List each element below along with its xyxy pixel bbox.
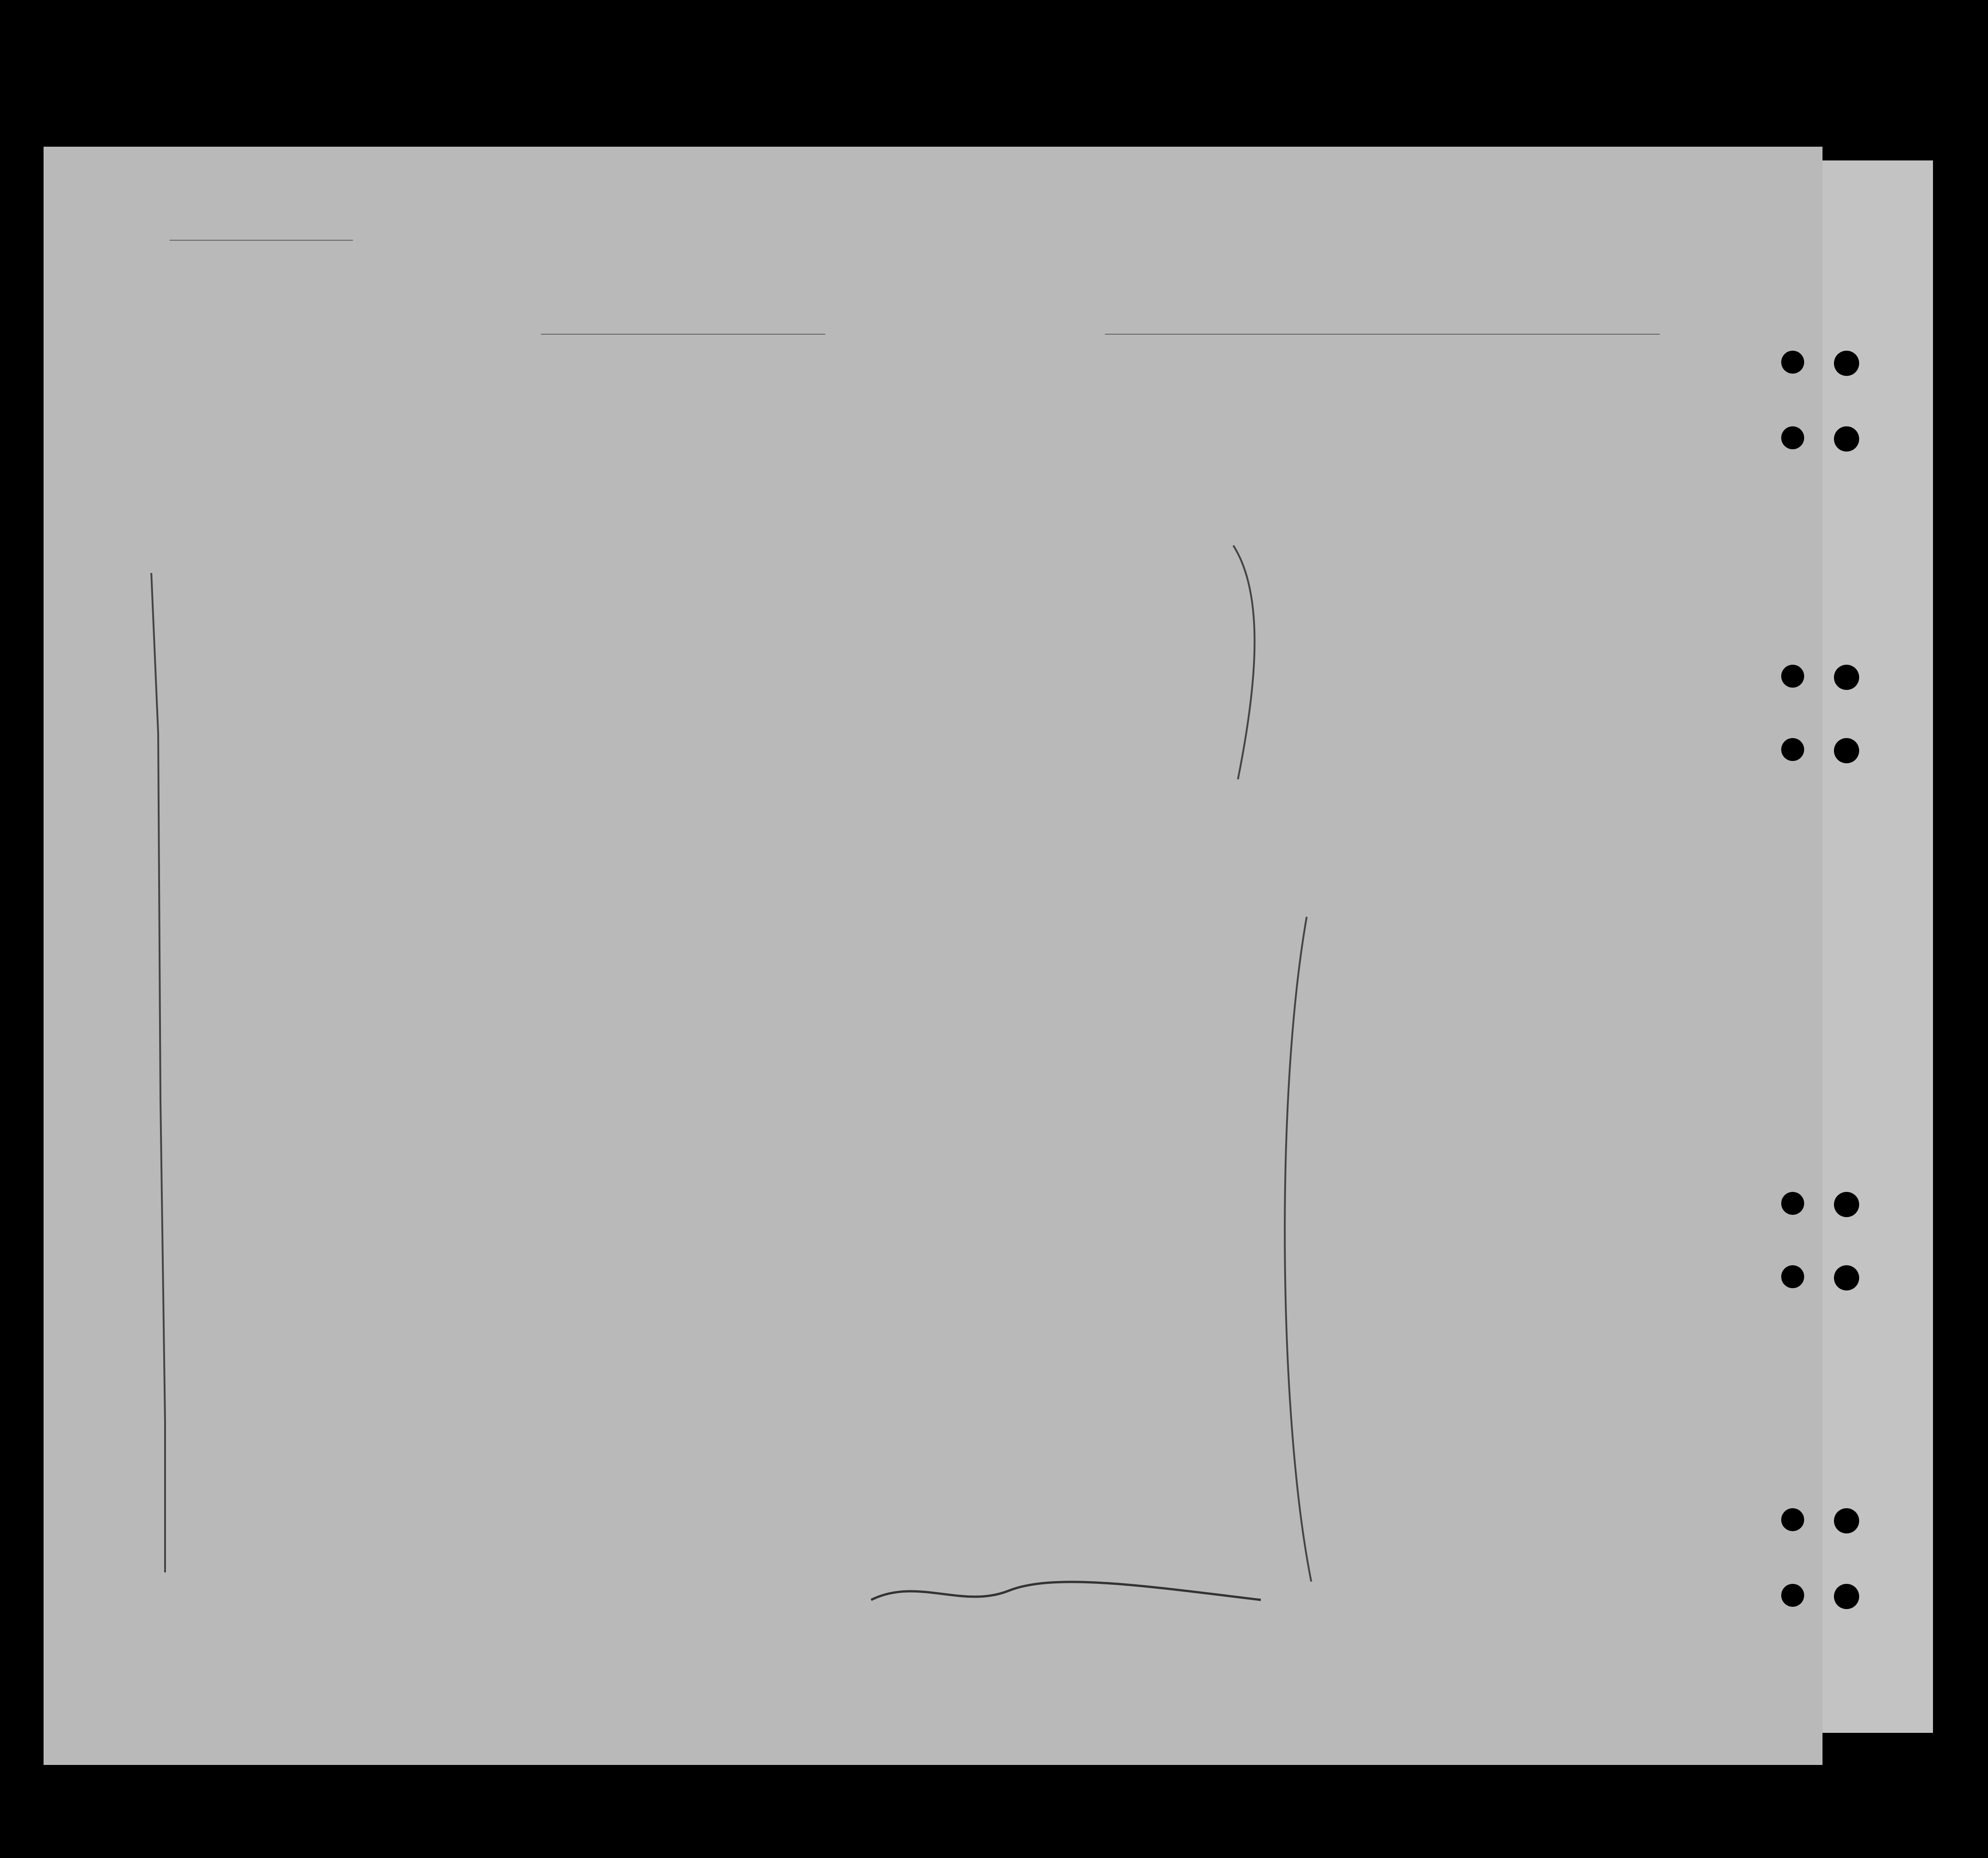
signature-stroke (871, 1582, 1261, 1600)
punch-hole (1781, 351, 1804, 374)
punch-hole (1834, 351, 1859, 376)
punch-hole (1781, 1192, 1804, 1215)
punch-hole (1781, 426, 1804, 449)
punch-hole (1834, 1584, 1859, 1609)
punch-hole (1834, 738, 1859, 763)
punch-hole (1781, 1265, 1804, 1288)
punch-hole (1781, 665, 1804, 688)
issued-bracket (1285, 917, 1311, 1582)
punch-hole (1781, 1584, 1804, 1607)
punch-hole (1781, 1508, 1804, 1531)
punch-hole (1781, 738, 1804, 761)
head-tax-bracket (151, 573, 165, 1572)
punch-hole (1834, 1508, 1859, 1533)
punch-hole (1834, 665, 1859, 690)
punch-hole (1834, 1192, 1859, 1217)
visa-bracket (1233, 546, 1254, 779)
punch-hole (1834, 1265, 1859, 1290)
punch-hole (1834, 426, 1859, 452)
